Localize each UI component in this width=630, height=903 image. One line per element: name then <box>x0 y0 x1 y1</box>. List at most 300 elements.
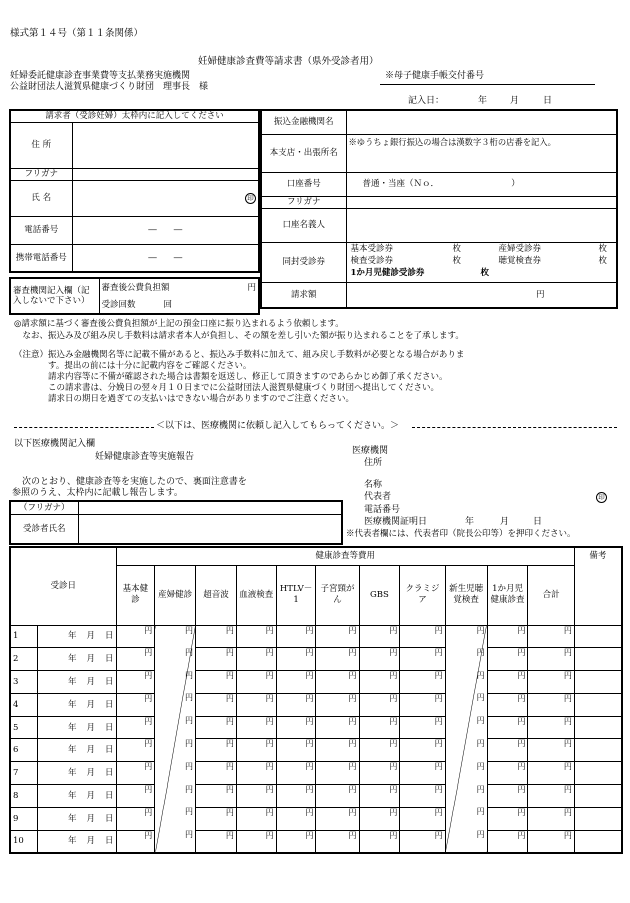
date-header: 受診日 <box>10 547 116 625</box>
cost-cell[interactable] <box>276 716 316 739</box>
cost-cell[interactable] <box>316 807 359 830</box>
review-table <box>9 277 260 315</box>
remarks-cell[interactable] <box>574 830 622 853</box>
yen-unit: 円 <box>434 671 443 681</box>
cost-cell[interactable] <box>359 716 400 739</box>
yen-unit: 円 <box>563 693 572 703</box>
cost-cell[interactable] <box>487 671 528 694</box>
cost-cell[interactable] <box>359 830 400 853</box>
seal-icon: 印 <box>245 193 256 204</box>
yen-unit: 円 <box>144 648 153 658</box>
cost-cell[interactable] <box>316 671 359 694</box>
claim-field[interactable]: 円 <box>346 282 617 308</box>
table-row <box>10 648 622 671</box>
cost-group-header: 健康診査等費用 <box>116 547 574 565</box>
yen-unit: 円 <box>563 716 572 726</box>
table-row <box>10 693 622 716</box>
yen-unit: 円 <box>185 784 194 794</box>
yen-unit: 円 <box>517 625 526 635</box>
cost-cell[interactable] <box>316 762 359 785</box>
cost-cell[interactable] <box>400 762 445 785</box>
cost-cell[interactable] <box>276 785 316 808</box>
cost-cell[interactable] <box>236 739 276 762</box>
divider-text: ＜以下は、医療機関に依頼し記入してもらってください。＞ <box>156 421 400 431</box>
yen-unit: 円 <box>265 785 274 795</box>
table-row <box>10 807 622 830</box>
cost-cell[interactable] <box>487 762 528 785</box>
yen-unit: 円 <box>265 671 274 681</box>
cost-cell[interactable] <box>445 830 487 853</box>
yen-unit: 円 <box>144 762 153 772</box>
yen-unit: 円 <box>563 807 572 817</box>
cost-cell[interactable] <box>236 830 276 853</box>
cost-cell[interactable] <box>359 739 400 762</box>
cost-cell[interactable] <box>400 830 445 853</box>
boshi-label: ※母子健康手帳交付番号 <box>385 71 485 81</box>
cost-cell[interactable] <box>196 739 237 762</box>
yen-unit: 円 <box>476 647 485 657</box>
cost-cell[interactable] <box>487 693 528 716</box>
cost-cell[interactable] <box>400 716 445 739</box>
cost-cell[interactable] <box>196 716 237 739</box>
holder-field[interactable] <box>346 208 617 242</box>
yen-unit: 円 <box>476 670 485 680</box>
table-row <box>10 830 622 853</box>
date-day: 日 <box>105 745 114 756</box>
yen-unit: 円 <box>517 807 526 817</box>
cost-cell[interactable] <box>236 785 276 808</box>
row-number: 9 <box>10 807 38 830</box>
yen-unit: 円 <box>305 716 314 726</box>
remarks-cell[interactable] <box>574 739 622 762</box>
cost-cell[interactable] <box>155 739 196 762</box>
cost-cell[interactable] <box>116 762 155 785</box>
yen-unit: 円 <box>434 785 443 795</box>
visit-date-field[interactable] <box>38 671 116 694</box>
yen-unit: 円 <box>476 807 485 817</box>
date-month: 月 <box>86 676 96 687</box>
cost-cell[interactable] <box>445 739 487 762</box>
yen-unit: 円 <box>265 625 274 635</box>
phone-field[interactable]: ― ― <box>72 216 259 244</box>
yen-unit: 円 <box>563 739 572 749</box>
cost-cell[interactable] <box>276 762 316 785</box>
cost-cell[interactable] <box>196 762 237 785</box>
yen-unit: 円 <box>144 830 153 840</box>
address-field[interactable] <box>72 122 259 168</box>
ticket-name: 検査受診券 <box>350 256 394 266</box>
cost-cell[interactable] <box>236 671 276 694</box>
bank-name-label: 振込金融機関名 <box>261 110 346 134</box>
visit-date-field[interactable] <box>38 625 116 648</box>
entry-month: 月 <box>510 96 520 106</box>
yen-unit: 円 <box>185 625 194 635</box>
cost-cell[interactable] <box>155 648 196 671</box>
page-title: 妊婦健康診査費等請求書（県外受診者用） <box>198 56 379 67</box>
cost-cell[interactable] <box>445 693 487 716</box>
cost-cell[interactable] <box>445 762 487 785</box>
cost-cell[interactable] <box>400 807 445 830</box>
cost-cell[interactable] <box>359 693 400 716</box>
cost-cell[interactable] <box>155 807 196 830</box>
date-year: 年 <box>67 722 77 733</box>
cost-cell[interactable] <box>487 716 528 739</box>
visit-date-field[interactable] <box>38 807 116 830</box>
cost-cell[interactable] <box>276 648 316 671</box>
entry-year: 年 <box>478 96 488 106</box>
account-type-field[interactable] <box>346 172 617 196</box>
cost-cell[interactable] <box>528 625 574 648</box>
yen-unit: 円 <box>476 830 485 840</box>
yen-unit: 円 <box>185 807 194 817</box>
furigana-field[interactable] <box>72 168 259 180</box>
column-header: 合計 <box>528 565 574 625</box>
cost-cell[interactable] <box>316 716 359 739</box>
patient-table <box>9 500 343 545</box>
ticket-unit2: 枚 <box>598 256 608 266</box>
cost-cell[interactable] <box>359 807 400 830</box>
cost-cell[interactable] <box>400 739 445 762</box>
cost-cell[interactable] <box>276 693 316 716</box>
yen-unit: 円 <box>434 807 443 817</box>
patient-name-field[interactable] <box>78 514 342 544</box>
cost-cell[interactable] <box>359 625 400 648</box>
exam-cost-table <box>9 546 623 854</box>
report-title: 妊婦健康診査等実施報告 <box>95 452 195 462</box>
form-number: 様式第１４号（第１１条関係） <box>10 28 144 39</box>
yen-unit: 円 <box>185 738 194 748</box>
yen-unit: 円 <box>563 648 572 658</box>
note-line: す。提出の前には十分に記載内容をご確認ください。 <box>14 361 252 371</box>
yen-unit: 円 <box>476 716 485 726</box>
cost-cell[interactable] <box>276 807 316 830</box>
cost-cell[interactable] <box>116 830 155 853</box>
yen-unit: 円 <box>434 762 443 772</box>
cost-cell[interactable] <box>316 830 359 853</box>
yen-unit: 円 <box>225 625 234 635</box>
yen-unit: 円 <box>305 785 314 795</box>
ticket-unit: 枚 <box>480 268 490 278</box>
cost-cell[interactable] <box>116 807 155 830</box>
cost-cell[interactable] <box>116 716 155 739</box>
ticket-name2: 産婦受診券 <box>498 244 542 254</box>
yen-unit: 円 <box>348 671 357 681</box>
yen-unit: 円 <box>185 693 194 703</box>
date-year: 年 <box>67 768 77 779</box>
column-header: 基本健診 <box>116 565 155 625</box>
yen-unit: 円 <box>517 830 526 840</box>
name-label: 氏 名 <box>10 180 72 216</box>
date-year: 年 <box>67 790 77 801</box>
cost-cell[interactable] <box>316 785 359 808</box>
row-number: 5 <box>10 716 38 739</box>
holder-furigana-field[interactable] <box>346 196 617 208</box>
cost-cell[interactable] <box>400 625 445 648</box>
visit-date-field[interactable] <box>38 693 116 716</box>
cost-cell[interactable] <box>487 739 528 762</box>
date-year: 年 <box>67 836 77 847</box>
row-number: 6 <box>10 739 38 762</box>
review-header: 審査機関記入欄（記入しないで下さい） <box>10 278 99 314</box>
yen-unit: 円 <box>563 830 572 840</box>
date-month: 月 <box>86 722 96 733</box>
date-month: 月 <box>86 768 96 779</box>
yen-unit: 円 <box>144 807 153 817</box>
column-header: 1か月児健康診査 <box>487 565 528 625</box>
count-unit: 回 <box>163 299 173 310</box>
yen-unit: 円 <box>476 625 485 635</box>
cert-year: 年 <box>465 517 475 527</box>
cost-cell[interactable] <box>528 830 574 853</box>
table-row <box>10 716 622 739</box>
remarks-cell[interactable] <box>574 716 622 739</box>
yen-unit: 円 <box>476 784 485 794</box>
row-number: 3 <box>10 671 38 694</box>
cost-cell[interactable] <box>116 693 155 716</box>
date-month: 月 <box>86 654 96 665</box>
cost-cell[interactable] <box>400 648 445 671</box>
yen-unit: 円 <box>517 693 526 703</box>
clinic-intro2: 参照のうえ、太枠内に記載し報告します。 <box>12 488 183 498</box>
date-day: 日 <box>105 631 114 642</box>
cost-cell[interactable] <box>155 716 196 739</box>
yen-unit: 円 <box>185 830 194 840</box>
cost-cell[interactable] <box>528 648 574 671</box>
cost-cell[interactable] <box>116 648 155 671</box>
yen-unit: 円 <box>225 830 234 840</box>
copay-cell <box>99 278 259 296</box>
yen-unit: 円 <box>144 785 153 795</box>
remarks-cell[interactable] <box>574 625 622 648</box>
cost-cell[interactable] <box>236 716 276 739</box>
yen-unit: 円 <box>265 716 274 726</box>
date-year: 年 <box>67 631 77 642</box>
row-number: 10 <box>10 830 38 853</box>
visit-date-field[interactable] <box>38 830 116 853</box>
cost-cell[interactable] <box>196 671 237 694</box>
date-month: 月 <box>86 836 96 847</box>
cost-cell[interactable] <box>359 648 400 671</box>
yen-unit: 円 <box>265 648 274 658</box>
yen-unit: 円 <box>348 785 357 795</box>
cost-cell[interactable] <box>316 625 359 648</box>
cost-cell[interactable] <box>528 693 574 716</box>
visit-date-field[interactable] <box>38 762 116 785</box>
cert-date-label: 医療機関証明日 <box>364 517 428 527</box>
remarks-cell[interactable] <box>574 671 622 694</box>
divider-left <box>14 427 154 428</box>
clinic-seal-icon: 印 <box>596 492 607 503</box>
cost-cell[interactable] <box>276 830 316 853</box>
bank-table <box>260 109 618 309</box>
cost-cell[interactable] <box>116 625 155 648</box>
cost-cell[interactable] <box>487 648 528 671</box>
patient-furigana-field[interactable] <box>78 501 342 514</box>
date-month: 月 <box>86 631 96 642</box>
cost-cell[interactable] <box>116 785 155 808</box>
cost-cell[interactable] <box>196 693 237 716</box>
yen-unit: 円 <box>265 693 274 703</box>
cost-cell[interactable] <box>276 671 316 694</box>
visit-date-field[interactable] <box>38 785 116 808</box>
visit-date-field[interactable] <box>38 648 116 671</box>
table-row <box>10 671 622 694</box>
cost-cell[interactable] <box>316 739 359 762</box>
divider-right <box>412 427 617 428</box>
cost-cell[interactable] <box>487 830 528 853</box>
yen-unit: 円 <box>348 716 357 726</box>
cost-cell[interactable] <box>528 807 574 830</box>
addressee-line1: 妊婦委託健康診査事業費等支払業務実施機関 <box>10 71 191 81</box>
date-day: 日 <box>105 768 114 779</box>
cost-cell[interactable] <box>528 716 574 739</box>
table-row <box>10 785 622 808</box>
cost-cell[interactable] <box>528 762 574 785</box>
cost-cell[interactable] <box>445 625 487 648</box>
yen-unit: 円 <box>563 625 572 635</box>
branch-label: 本支店・出張所名 <box>261 134 346 172</box>
cost-cell[interactable] <box>445 785 487 808</box>
row-number: 2 <box>10 648 38 671</box>
cost-cell[interactable] <box>400 671 445 694</box>
yen-unit: 円 <box>389 648 398 658</box>
cost-cell[interactable] <box>528 671 574 694</box>
cost-cell[interactable] <box>528 785 574 808</box>
cost-cell[interactable] <box>487 625 528 648</box>
phone-label: 電話番号 <box>10 216 72 244</box>
cost-cell[interactable] <box>445 716 487 739</box>
cost-cell[interactable] <box>528 739 574 762</box>
mobile-field[interactable]: ― ― <box>72 244 259 272</box>
clinic-intro1: 次のとおり、健康診査等を実施したので、裏面注意書を <box>22 477 247 487</box>
yen-unit: 円 <box>225 807 234 817</box>
cost-cell[interactable] <box>400 693 445 716</box>
yen-unit: 円 <box>265 807 274 817</box>
bank-name-field[interactable] <box>346 110 617 134</box>
cost-cell[interactable] <box>196 807 237 830</box>
yen-unit: 円 <box>434 739 443 749</box>
tickets-cell <box>346 242 617 282</box>
yen-unit: 円 <box>389 693 398 703</box>
column-header: 超音波 <box>196 565 237 625</box>
cost-cell[interactable] <box>445 671 487 694</box>
yen-unit: 円 <box>144 716 153 726</box>
date-year: 年 <box>67 654 77 665</box>
yen-unit: 円 <box>305 625 314 635</box>
cost-cell[interactable] <box>155 693 196 716</box>
clinic-phone-label: 電話番号 <box>364 505 401 515</box>
claim-label: 請求額 <box>261 282 346 308</box>
table-row <box>10 762 622 785</box>
cost-cell[interactable] <box>196 625 237 648</box>
cost-cell[interactable] <box>236 693 276 716</box>
yen-unit: 円 <box>305 671 314 681</box>
institution-name-label: 名称 <box>364 480 383 490</box>
yen-unit: 円 <box>225 716 234 726</box>
name-field[interactable] <box>72 180 259 216</box>
cost-cell[interactable] <box>445 648 487 671</box>
visit-date-field[interactable] <box>38 716 116 739</box>
furigana-label: フリガナ <box>10 168 72 180</box>
cost-cell[interactable] <box>276 739 316 762</box>
yen-unit: 円 <box>144 671 153 681</box>
copay-label: 審査後公費負担額 <box>101 282 170 293</box>
remarks-header: 備考 <box>574 547 622 625</box>
remarks-cell[interactable] <box>574 807 622 830</box>
yen-unit: 円 <box>476 738 485 748</box>
cost-cell[interactable] <box>236 625 276 648</box>
account-no-label: 口座番号 <box>261 172 346 196</box>
cost-cell[interactable] <box>155 625 196 648</box>
yen-unit: 円 <box>517 739 526 749</box>
yen-unit: 円 <box>265 739 274 749</box>
cost-cell[interactable] <box>359 671 400 694</box>
yen-unit: 円 <box>434 830 443 840</box>
institution-label: 医療機関 <box>352 446 389 456</box>
note-line: なお、振込み及び組み戻し手数料は請求者本人が負担し、その額を差し引いた額が振り込まれることを了承します。 <box>14 331 464 341</box>
yen-unit: 円 <box>185 647 194 657</box>
note-line: 請求内容等に不備が確認された場合は書類を返送し、修正して頂きますのであらかじめ御了承ください。 <box>14 372 448 382</box>
yen-unit: 円 <box>305 762 314 772</box>
cost-cell[interactable] <box>487 807 528 830</box>
row-number: 4 <box>10 693 38 716</box>
cost-cell[interactable] <box>359 762 400 785</box>
entry-day: 日 <box>543 96 553 106</box>
cost-cell[interactable] <box>445 807 487 830</box>
cost-cell[interactable] <box>316 693 359 716</box>
cost-cell[interactable] <box>155 785 196 808</box>
date-month: 月 <box>86 813 96 824</box>
remarks-cell[interactable] <box>574 648 622 671</box>
cost-cell[interactable] <box>196 785 237 808</box>
cost-cell[interactable] <box>116 739 155 762</box>
yen-unit: 円 <box>517 716 526 726</box>
yen-unit: 円 <box>144 739 153 749</box>
clinic-section-title: 以下医療機関記入欄 <box>14 439 96 449</box>
remarks-cell[interactable] <box>574 762 622 785</box>
cost-cell[interactable] <box>276 625 316 648</box>
date-month: 月 <box>86 790 96 801</box>
yen-unit: 円 <box>517 762 526 772</box>
cost-cell[interactable] <box>316 648 359 671</box>
remarks-cell[interactable] <box>574 785 622 808</box>
cost-cell[interactable] <box>196 830 237 853</box>
column-header: 子宮頸がん <box>316 565 359 625</box>
enclosed-label: 同封受診券 <box>261 242 346 282</box>
address-label: 住 所 <box>10 122 72 168</box>
visit-date-field[interactable] <box>38 739 116 762</box>
rep-label: 代表者 <box>364 492 392 502</box>
cost-cell[interactable] <box>359 785 400 808</box>
cost-cell[interactable] <box>487 785 528 808</box>
cost-cell[interactable] <box>155 671 196 694</box>
cost-cell[interactable] <box>155 830 196 853</box>
yen-unit: 円 <box>225 785 234 795</box>
cost-cell[interactable] <box>236 648 276 671</box>
cost-cell[interactable] <box>155 762 196 785</box>
applicant-table <box>9 109 260 273</box>
remarks-cell[interactable] <box>574 693 622 716</box>
yen-unit: 円 <box>434 648 443 658</box>
cost-cell[interactable] <box>236 762 276 785</box>
yen-unit: 円 <box>434 693 443 703</box>
cost-cell[interactable] <box>236 807 276 830</box>
ticket-name2: 聴覚検査券 <box>498 256 542 266</box>
cost-cell[interactable] <box>196 648 237 671</box>
cost-cell[interactable] <box>400 785 445 808</box>
holder-furigana-label: フリガナ <box>261 196 346 208</box>
cost-cell[interactable] <box>116 671 155 694</box>
